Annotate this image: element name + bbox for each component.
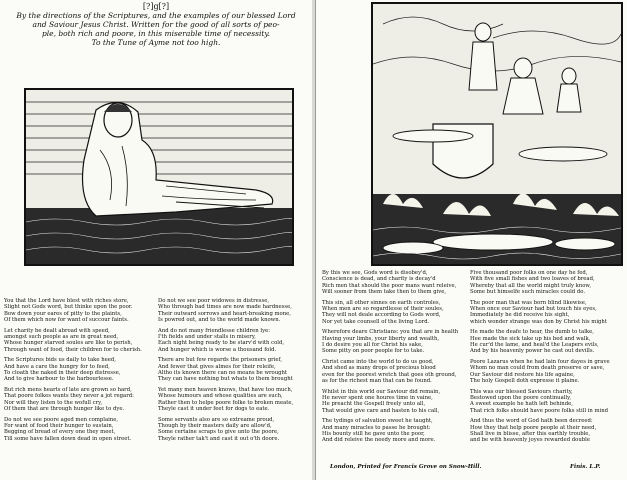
verse-line: The poor man that was born blind likewise, [470,299,587,306]
heading-mark: [?]g[?] [142,2,170,11]
heading-line-1: By the directions of the Scriptures, and the examples of our blessed Lord [16,11,296,20]
verse-line: Will sooner from them take then to them give, [322,289,447,296]
verse-line: Some pitty on poor people for to take. [322,348,425,355]
verse-line: Having your limbs, your liberty and wealth, [322,335,440,342]
verse-line: A sweet example he hath left behinde, [470,401,573,408]
verse-line: even for the poorest wretch that goes oth ground, [322,371,457,378]
verse-line: How they that help poore people at their need, [470,424,597,431]
verse-line: And shed as many drops of precious blood [322,365,436,372]
verse-line: And fewer that gives almes for their releife, [158,363,276,370]
verse-line: I do desire you all for Christ his sake, [322,342,423,349]
ballad-heading [6,2,306,47]
verse-line: And hunger which is worse a thousand fold. [158,346,277,353]
verse-line: He cur'd the lame, and heal'd the Leapers evils, [470,342,599,349]
verse-line: And have a care the hungry for to feed, [4,363,110,370]
verse-line: Poore Lazarus when he had lain four dayes in grave [470,358,610,365]
verse-line: as for the richest man that can be found. [322,378,432,385]
verse-line: Bow down your eares of pitty to the plaints, [4,310,122,317]
verse-line: which wonder strange was don by Christ his might [470,318,607,325]
verse-line: And many miracles to passe he brought: [322,424,431,431]
verse-line: Who through bad times are now made hardnesse, [158,304,292,311]
verse-stanza [470,329,624,355]
verse-line: He preacht the Gospell freely unto all, [322,401,426,408]
verse-line: Whose hunger starved soules are like to perish, [4,340,133,347]
verse-line: Altho its known there can no means be wrought [158,370,288,377]
verse-line: For want of food their hunger to sustain, [4,422,114,429]
verse-column-d [470,270,624,448]
heading-line-4: To the Tune of Ayme not too high. [91,38,221,47]
verse-line: Of them which now for want of succour faints. [4,317,129,324]
verse-line: And to give harbour to the harbourlesse. [4,376,114,383]
verse-line: By this we see, Gods word is disobey'd, [322,270,428,276]
verse-line: His bounty still he gave unto the poor, [322,430,425,437]
verse-line: This was our blessed Saviours charity, [470,388,573,395]
verse-line: Immediately he did receive his sight, [470,312,570,319]
verse-stanza [4,357,152,383]
verse-line: Is powred out, and to the world made known. [158,317,281,324]
verse-stanza [4,328,152,354]
verse-line: But rich mens hearts of late are grown so hard, [4,386,132,393]
verse-line: Do not we see poore aged men complaine, [4,416,119,423]
verse-line: And thus the word of God hath been decreed: [470,418,593,425]
verse-line: And do not many friendlesse children lye: [158,327,270,334]
lazarus-woodcut-icon [24,88,294,266]
verse-stanza [158,357,310,383]
verse-line: Let charity be dealt abroad with speed, [4,327,110,334]
verse-line: That would give care and hasten to his call, [322,407,440,414]
verse-line: Yet many men heaven knows, that have too much, [158,386,293,393]
finis-mark: Finis. L.P. [570,464,601,470]
verse-line: Five thousand poor folks on one day he fed, [470,270,588,276]
verse-line: Their outward sorrows and heart-breaking mone, [158,310,291,317]
verse-stanza [470,418,624,444]
verse-line: Wherefore deare Christians: you that are in health [322,329,459,336]
verse-line: There are but few regards the prisoners grief, [158,357,282,364]
verse-stanza [4,387,152,413]
heading-line-3: ple, both rich and poore, in this miserable time of necessity. [41,29,271,38]
verse-line: Bestowed upon the poore continually, [470,394,572,401]
verse-line: The tydings of salvation sweet he taught, [322,418,433,425]
verse-line: He never spent one houres time in vaine, [322,394,433,401]
verse-line: Hee made the sick take up his bed and walk, [470,335,591,342]
verse-line: With five small fishes and two loaves of bread, [470,276,595,283]
verse-line: Conscience is dead, and charity is decay'd [322,276,436,283]
verse-line: Nor will they listen to the wofull cry, [4,399,103,406]
verse-stanza [470,300,624,326]
verse-line: Each night being ready to be starv'd with cold, [158,340,285,347]
verse-stanza [322,418,462,444]
verse-line: When men are so regardlesse of their soules, [322,306,444,313]
verse-line: Slight not Gods word, but thinke upon the poor. [4,304,133,311]
verse-stanza [4,298,152,324]
verse-line: Christ came into the world to do us good, [322,358,434,365]
verse-line: Theyle rather tak't and cast it out o'th doore. [158,435,280,442]
verse-stanza [158,328,310,354]
verse-line: Shall live in blisse, after this earthly trouble, [470,430,591,437]
rich-man-hell-woodcut-icon [371,2,623,266]
verse-column-b [158,298,310,446]
verse-line: When once our Saviour had but touch his eyes, [470,306,597,313]
verse-stanza [158,298,310,324]
verse-line: You that the Lord have blest with riches store, [4,298,129,304]
verse-line: Nor yet take counsell of the living Lord. [322,318,430,325]
verse-line: Whilst in this world our Saviour did remain, [322,388,441,395]
verse-stanza [322,329,462,355]
verse-line: Begging of bread of every one they meet, [4,429,116,436]
verse-stanza [470,270,624,296]
verse-stanza [470,359,624,385]
verse-stanza [158,387,310,413]
verse-line: That poore folkes wants they never a jot regard: [4,393,134,400]
verse-line: To cloath the naked in their deep distresse, [4,370,121,377]
verse-column-a [4,298,152,446]
verse-line: The Scriptures bids us daily to take heed, [4,357,116,364]
verse-stanza [470,389,624,415]
verse-line: Do not we see poor widowes in distresse, [158,298,270,304]
verse-line: And by his heavenly power he cast out devills. [470,348,595,355]
printer-imprint: London, Printed for Francis Grove on Snow-Hill. [330,464,482,470]
verse-line: Our Saviour did restore his life againe, [470,371,575,378]
verse-stanza [322,300,462,326]
verse-stanza [322,389,462,415]
verse-line: That rich folks should have poore folks still in mind [470,407,609,414]
verse-line: The holy Gospell doth expresse it plaine. [470,378,580,385]
verse-stanza [322,359,462,385]
verse-line: Whom no man could from death preserve or save, [470,365,605,372]
verse-line: I'th fields and under stalls in misery, [158,334,256,341]
verse-line: And did releive the needy more and more. [322,437,436,444]
verse-line: Whose humours and whose qualities are such, [158,393,283,400]
heading-line-2: and Saviour Jesus Christ. Written for the good of all sorts of peo- [32,20,280,29]
verse-line: amongst such people as are in great need, [4,334,119,341]
verse-line: Some but himselfe such miracles could do. [470,289,586,296]
verse-line: Whereby that all the world might truly know, [470,282,592,289]
verse-line: Though by their masters daily are allow'd, [158,422,272,429]
verse-line: This sin, all other sinnes on earth controles, [322,299,441,306]
verse-line: He made the deafe to hear, the dumb to talke, [470,329,594,336]
verse-line: They will not deale according to Gods word, [322,312,441,319]
verse-line: Rather then to helpe poore folke to broken meate, [158,399,294,406]
verse-stanza [4,417,152,443]
verse-stanza [158,417,310,443]
verse-line: Some certaine scraps to give unto the poore, [158,429,279,436]
verse-line: Till some have fallen down dead in open street. [4,435,132,442]
verse-line: and be with heavenly joyes rewarded double [470,437,590,444]
verse-line: Through want of food, their children for to cherish. [4,346,142,353]
verse-line: They can have nothing but whats to them brought [158,376,293,383]
verse-stanza [322,270,462,296]
verse-column-c [322,270,462,448]
verse-line: Rich men that should the poor mans want releive, [322,282,457,289]
verse-line: Some servants also are so extreame proud, [158,416,275,423]
verse-line: Of them that are through hunger like to dye. [4,406,125,413]
verse-line: Theyle cast it under feet for dogs to eate. [158,406,270,413]
